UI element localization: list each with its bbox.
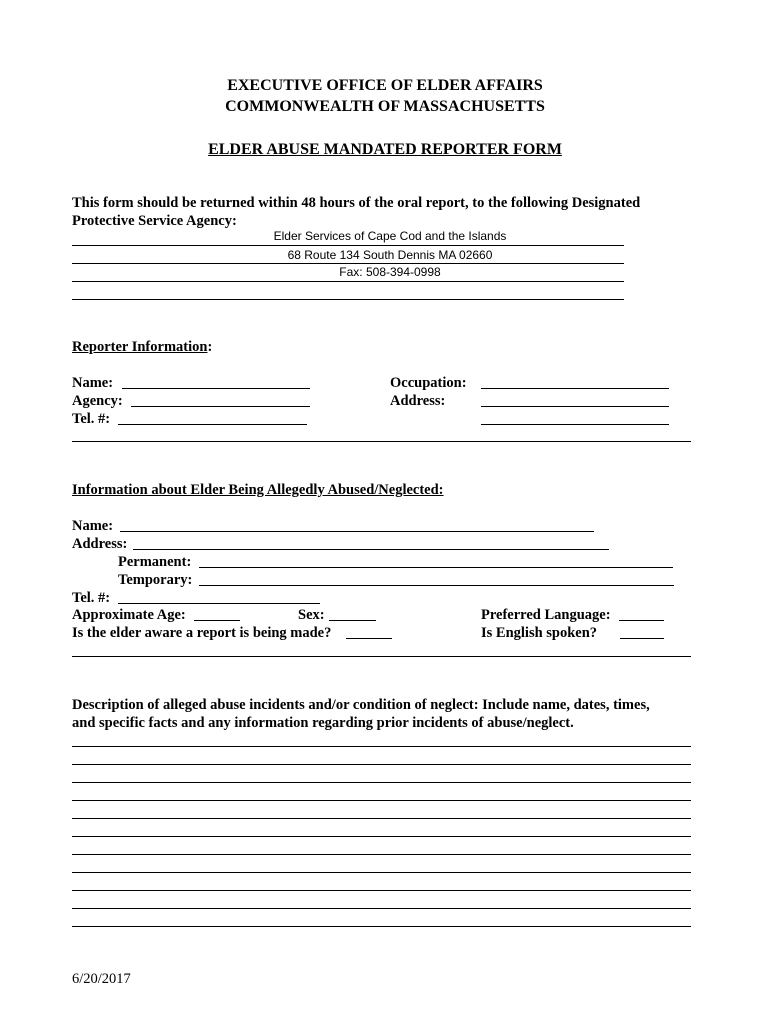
description-line[interactable] [72, 764, 691, 765]
section-divider-1 [72, 441, 691, 442]
elder-aware-field[interactable] [346, 638, 392, 639]
elder-address-field[interactable] [133, 549, 609, 550]
reporter-agency-label: Agency: [72, 393, 123, 409]
elder-temporary-field[interactable] [199, 585, 674, 586]
footer-date: 6/20/2017 [72, 971, 131, 987]
elder-age-label: Approximate Age: [72, 607, 186, 623]
agency-fax: Fax: 508-394-0998 [339, 265, 441, 279]
elder-sex-field[interactable] [329, 620, 376, 621]
description-line[interactable] [72, 854, 691, 855]
elder-permanent-field[interactable] [199, 567, 673, 568]
reporter-name-field[interactable] [122, 388, 310, 389]
reporter-address-field-1[interactable] [481, 406, 669, 407]
intro-line-2: Protective Service Agency: [72, 213, 237, 229]
description-line[interactable] [72, 872, 691, 873]
elder-permanent-label: Permanent: [118, 554, 192, 570]
elder-english-label: Is English spoken? [481, 625, 598, 641]
elder-language-field[interactable] [619, 620, 664, 621]
description-line[interactable] [72, 926, 691, 927]
elder-language-label: Preferred Language: [481, 607, 611, 623]
description-line[interactable] [72, 818, 691, 819]
form-title: ELDER ABUSE MANDATED REPORTER FORM [208, 141, 562, 158]
elder-tel-field[interactable] [118, 603, 320, 604]
header-line-1: EXECUTIVE OFFICE OF ELDER AFFAIRS [227, 77, 543, 94]
elder-sex-label: Sex: [298, 607, 325, 623]
description-line-2: and specific facts and any information regarding prior incidents of abuse/neglect. [72, 715, 574, 731]
reporter-heading: Reporter Information: [72, 339, 213, 355]
agency-line-4 [72, 299, 624, 300]
reporter-name-label: Name: [72, 375, 114, 391]
elder-temporary-label: Temporary: [118, 572, 193, 588]
reporter-address-label: Address: [390, 393, 446, 409]
reporter-occupation-label: Occupation: [390, 375, 467, 391]
description-line-1: Description of alleged abuse incidents and/or condition of neglect: Include name, dates, times, [72, 697, 650, 713]
elder-name-label: Name: [72, 518, 114, 534]
agency-line-1 [72, 245, 624, 246]
elder-tel-label: Tel. #: [72, 590, 111, 606]
elder-address-label: Address: [72, 536, 128, 552]
header-line-2: COMMONWEALTH OF MASSACHUSETTS [225, 98, 545, 115]
elder-english-field[interactable] [620, 638, 664, 639]
elder-heading: Information about Elder Being Allegedly Abused/Neglected: [72, 482, 444, 498]
description-line[interactable] [72, 800, 691, 801]
reporter-tel-label: Tel. #: [72, 411, 111, 427]
description-line[interactable] [72, 908, 691, 909]
agency-address: 68 Route 134 South Dennis MA 02660 [287, 248, 493, 262]
description-line[interactable] [72, 890, 691, 891]
intro-line-1: This form should be returned within 48 hours of the oral report, to the following Designated [72, 195, 641, 211]
elder-name-field[interactable] [120, 531, 594, 532]
section-divider-2 [72, 656, 691, 657]
description-line[interactable] [72, 836, 691, 837]
agency-line-3 [72, 281, 624, 282]
agency-line-2 [72, 263, 624, 264]
reporter-agency-field[interactable] [131, 406, 310, 407]
agency-name: Elder Services of Cape Cod and the Islands [273, 229, 507, 243]
elder-aware-label: Is the elder aware a report is being made? [72, 625, 332, 641]
elder-age-field[interactable] [194, 620, 240, 621]
description-line[interactable] [72, 782, 691, 783]
description-line[interactable] [72, 746, 691, 747]
reporter-address-field-2[interactable] [481, 424, 669, 425]
reporter-tel-field[interactable] [118, 424, 307, 425]
reporter-occupation-field[interactable] [481, 388, 669, 389]
